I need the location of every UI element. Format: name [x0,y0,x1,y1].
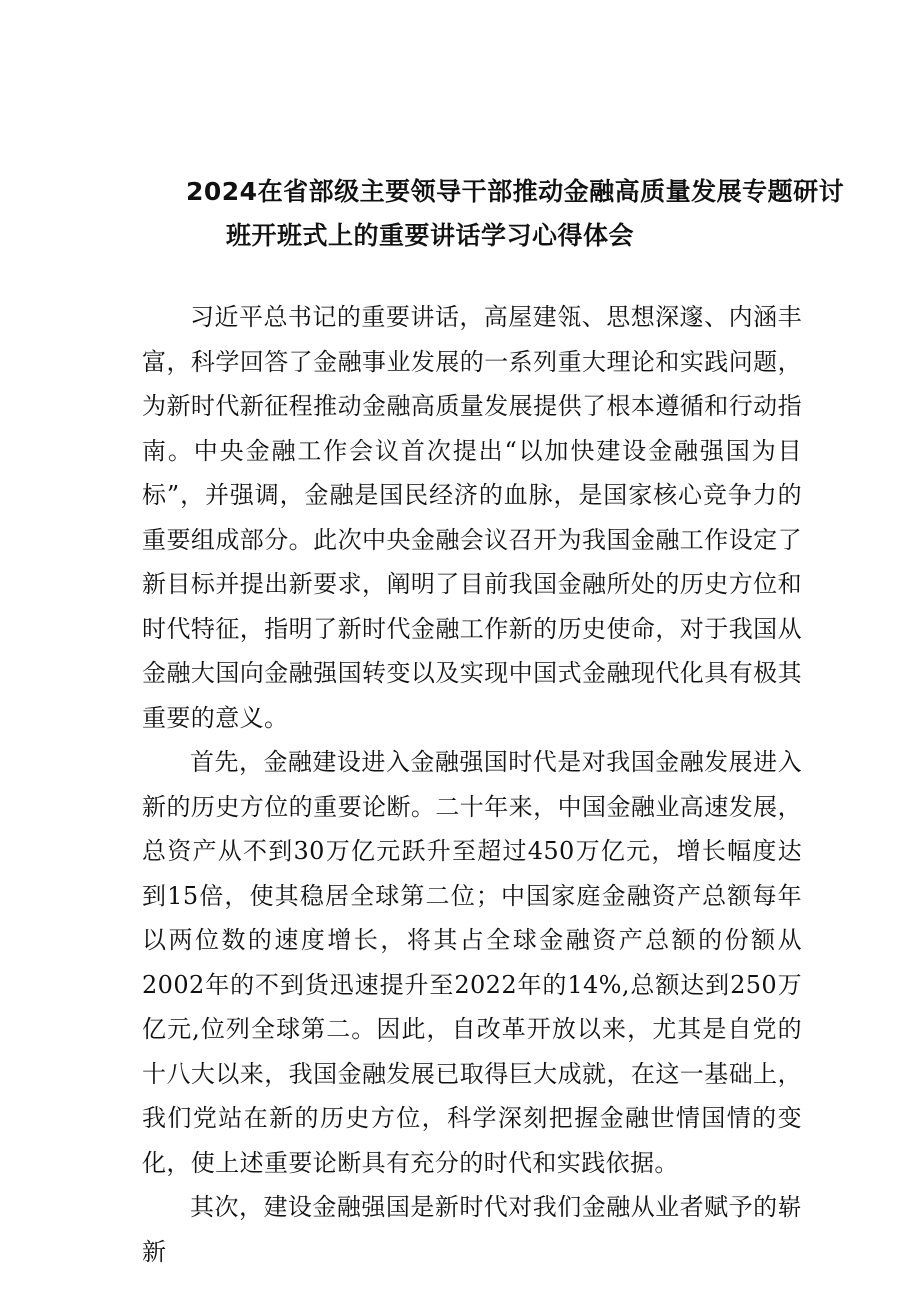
title-line-2: 班开班式上的重要讲话学习心得体会 [226,221,635,250]
title-line-1: 2024在省部级主要领导干部推动金融高质量发展专题研讨 [186,177,845,206]
paragraph-first-point: 首先，金融建设进入金融强国时代是对我国金融发展进入新的历史方位的重要论断。二十年来，中国金融业高速发展，总资产从不到30万亿元跃升至超过450万亿元，增长幅度达到15倍，使其稳居全球第二位；中国家庭金融资产总额每年以两位数的速度增长，将其占全球金融资产总额的份额从2002年的不到货迅速提升至2022年的14%,总额达到250万亿元,位列全球第二。因此，自改革开放以来，尤其是自党的十八大以来，我国金融发展已取得巨大成就，在这一基础上，我们党站在新的历史方位，科学深刻把握金融世情国情的变化，使上述重要论断具有充分的时代和实践依据。 [142,748,802,1177]
document-body [142,295,802,1274]
document-title [120,170,845,258]
paragraph-intro: 习近平总书记的重要讲话，高屋建瓴、思想深邃、内涵丰富，科学回答了金融事业发展的一系列重大理论和实践问题，为新时代新征程推动金融高质量发展提供了根本遵循和行动指南。中央金融工作会议首次提出“以加快建设金融强国为目标”，并强调，金融是国民经济的血脉，是国家核心竞争力的重要组成部分。此次中央金融会议召开为我国金融工作设定了新目标并提出新要求，阐明了目前我国金融所处的历史方位和时代特征，指明了新时代金融工作新的历史使命，对于我国从金融大国向金融强国转变以及实现中国式金融现代化具有极其重要的意义。 [142,303,802,732]
paragraph-second-point: 其次，建设金融强国是新时代对我们金融从业者赋予的崭新 [142,1193,802,1266]
